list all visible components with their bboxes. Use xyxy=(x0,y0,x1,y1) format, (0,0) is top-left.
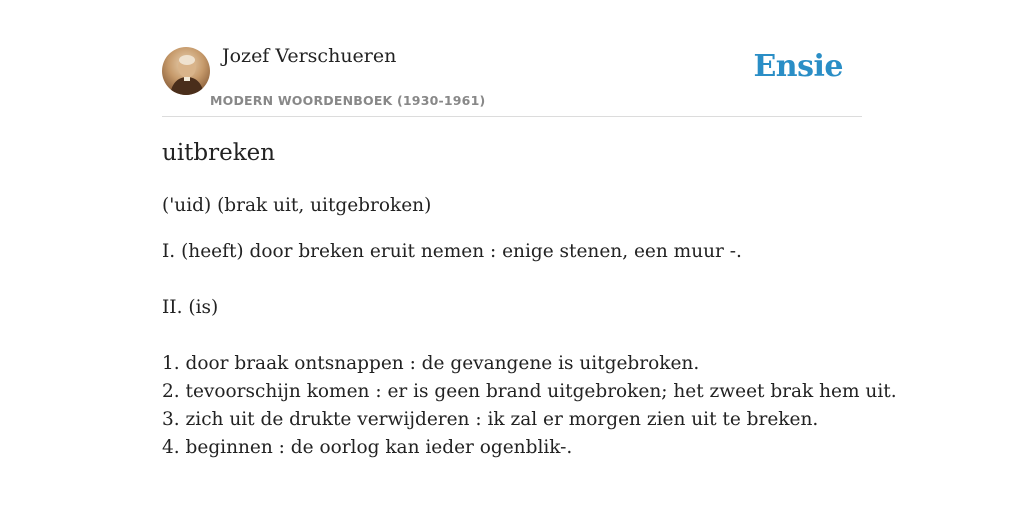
subsense-item: 3. zich uit de drukte verwijderen : ik zal er morgen zien uit te breken. xyxy=(162,409,819,430)
subsense-item: 2. tevoorschijn komen : er is geen brand uitgebroken; het zweet brak hem uit. xyxy=(162,381,897,402)
source-label: MODERN WOORDENBOEK (1930-1961) xyxy=(210,93,486,108)
author-portrait-icon xyxy=(162,47,210,95)
card-header xyxy=(162,0,862,117)
dictionary-card xyxy=(162,0,897,512)
sense-1: I. (heeft) door breken eruit nemen : enige stenen, een muur -. xyxy=(162,241,742,262)
subsense-item: 1. door braak ontsnappen : de gevangene is uitgebroken. xyxy=(162,353,700,374)
subsense-item: 4. beginnen : de oorlog kan ieder ogenblik-. xyxy=(162,437,573,458)
brand-logo[interactable]: Ensie xyxy=(753,49,843,84)
author-avatar[interactable] xyxy=(162,47,210,95)
sense-2: II. (is) xyxy=(162,297,219,318)
pronunciation: ('uid) (brak uit, uitgebroken) xyxy=(162,195,432,216)
author-name[interactable]: Jozef Verschueren xyxy=(222,45,397,67)
headword: uitbreken xyxy=(162,140,276,166)
